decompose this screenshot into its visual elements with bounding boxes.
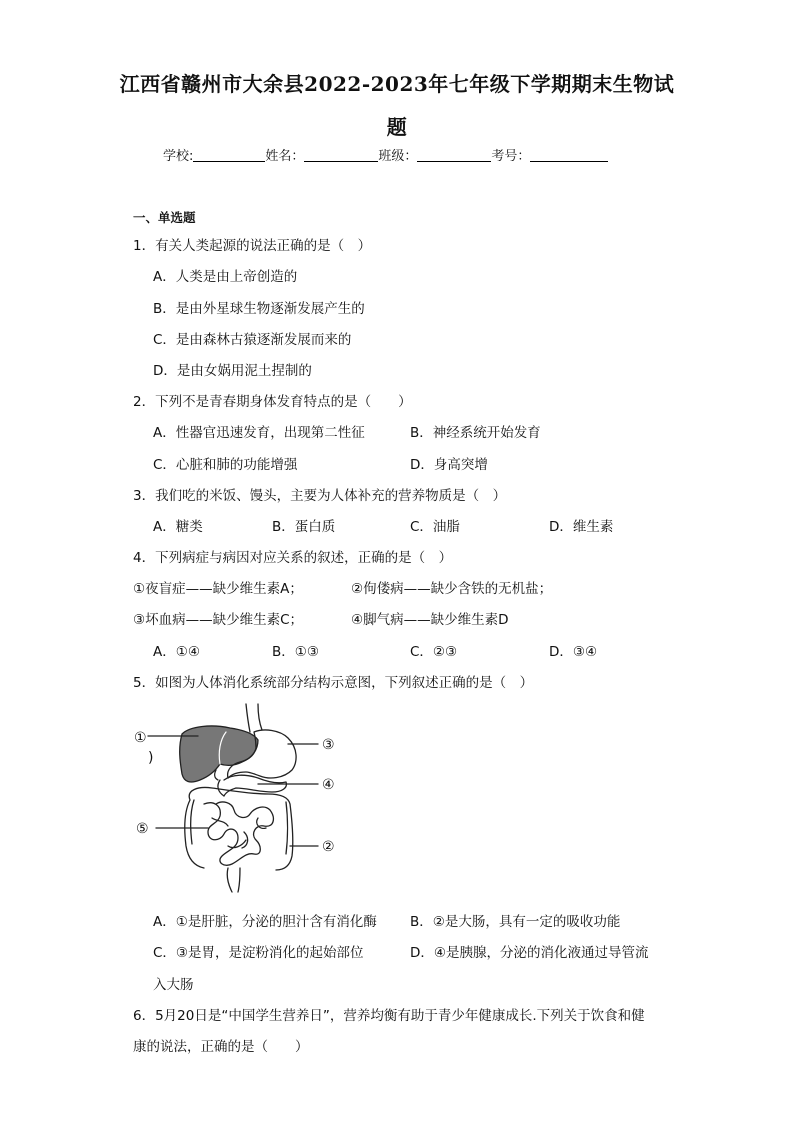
question-1-option-c: C．是由森林古猿逐渐发展而来的 (153, 332, 352, 348)
question-2-option-a: A．性器官迅速发育，出现第二性征 (153, 425, 365, 441)
figure-label-1: ① (134, 730, 147, 746)
question-5-stem: 5．如图为人体消化系统部分结构示意图，下列叙述正确的是（ ） (133, 675, 534, 691)
class-blank[interactable] (417, 147, 491, 162)
question-4-option-c: C．②③ (410, 644, 458, 660)
question-5-option-b: B．②是大肠，具有一定的吸收功能 (410, 914, 621, 930)
question-5-option-c: C．③是胃，是淀粉消化的起始部位 (153, 945, 364, 961)
name-blank[interactable] (304, 147, 378, 162)
question-3-option-c: C．油脂 (410, 519, 460, 535)
figure-label-4: ④ (322, 777, 335, 793)
question-3-option-d: D．维生素 (549, 519, 614, 535)
question-4-option-d: D．③④ (549, 644, 598, 660)
svg-text:): ) (148, 750, 154, 766)
school-blank[interactable] (193, 147, 265, 162)
question-4-item-4: ④脚气病——缺少维生素D (351, 612, 509, 628)
question-5-option-d: D．④是胰腺，分泌的消化液通过导管流 (410, 945, 649, 961)
large-intestine-shape (185, 788, 293, 871)
number-label: 考号： (491, 149, 531, 164)
school-label: 学校: (163, 149, 194, 164)
small-intestine-shape (204, 802, 273, 865)
section-header: 一、单选题 (133, 210, 196, 225)
question-2-option-b: B．神经系统开始发育 (410, 425, 541, 441)
number-blank[interactable] (530, 147, 608, 162)
class-label: 班级： (378, 149, 418, 164)
figure-label-2: ② (322, 839, 335, 855)
question-5-option-a: A．①是肝脏，分泌的胆汁含有消化酶 (153, 914, 377, 930)
question-6-stem-line2: 康的说法，正确的是（ ） (133, 1039, 309, 1055)
question-4-item-2: ②佝偻病——缺少含铁的无机盐； (351, 581, 553, 597)
digestive-system-figure (128, 700, 348, 898)
page-title-line2: 题 (386, 115, 408, 139)
esophagus-shape (246, 704, 262, 732)
question-3-stem: 3．我们吃的米饭、馒头，主要为人体补充的营养物质是（ ） (133, 488, 507, 504)
question-4-item-3: ③坏血病——缺少维生素C； (133, 612, 304, 628)
figure-label-3: ③ (322, 737, 335, 753)
question-1-option-d: D．是由女娲用泥土捏制的 (153, 363, 312, 379)
question-3-option-a: A．糖类 (153, 519, 203, 535)
question-2-stem: 2．下列不是青春期身体发育特点的是（ ） (133, 394, 412, 410)
rectum-shape (227, 868, 240, 892)
question-3-option-b: B．蛋白质 (272, 519, 336, 535)
figure-label-5: ⑤ (136, 821, 149, 837)
student-info-line (163, 145, 608, 164)
question-6-stem-line1: 6．5月20日是“中国学生营养日”，营养均衡有助于青少年健康成长.下列关于饮食和健 (133, 1008, 645, 1024)
question-4-item-1: ①夜盲症——缺少维生素A； (133, 581, 303, 597)
question-2-option-c: C．心脏和肺的功能增强 (153, 457, 298, 473)
question-1-stem: 1．有关人类起源的说法正确的是（ ） (133, 238, 372, 254)
question-1-option-b: B．是由外星球生物逐渐发展产生的 (153, 301, 365, 317)
question-4-option-a: A．①④ (153, 644, 200, 660)
question-1-option-a: A．人类是由上帝创造的 (153, 269, 298, 285)
name-label: 姓名： (265, 149, 305, 164)
question-4-stem: 4．下列病症与病因对应关系的叙述，正确的是（ ） (133, 550, 453, 566)
question-5-option-d-continuation: 入大肠 (153, 977, 194, 993)
page-title-line1: 江西省赣州市大余县2022-2023年七年级下学期期末生物试 (119, 72, 675, 96)
question-2-option-d: D．身高突增 (410, 457, 488, 473)
question-4-option-b: B．①③ (272, 644, 319, 660)
